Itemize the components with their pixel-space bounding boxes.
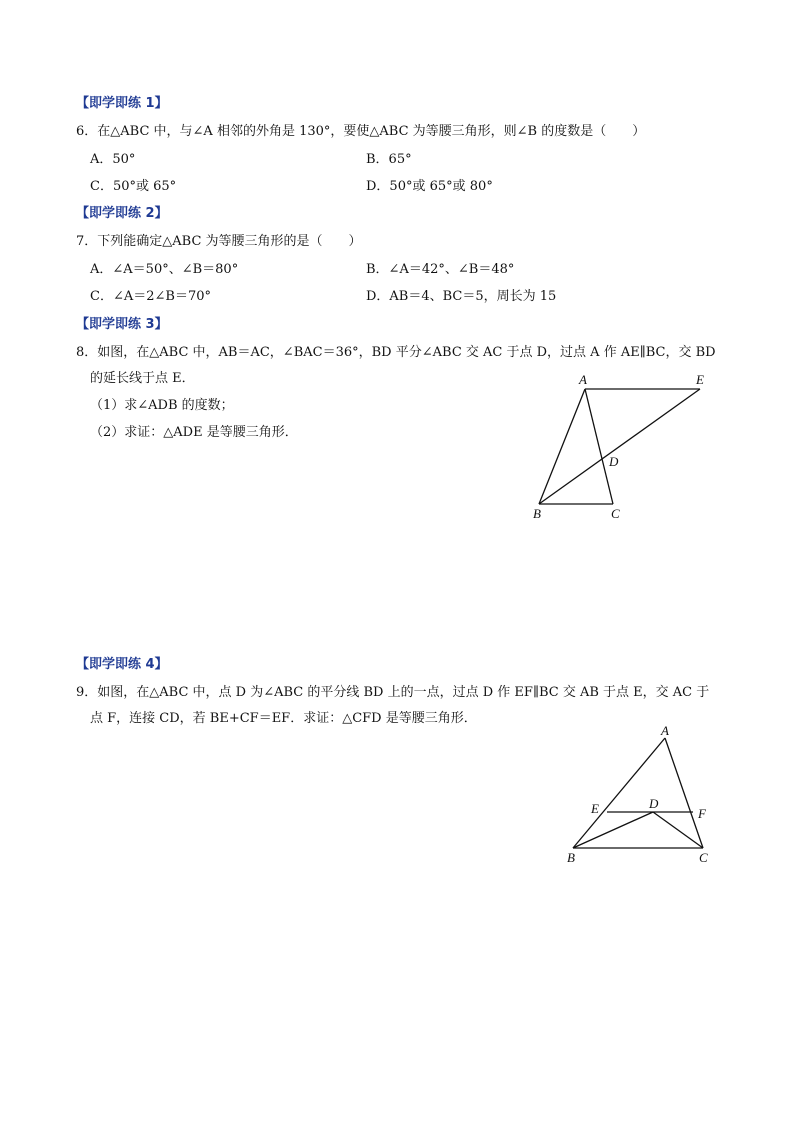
- q9-label-d: D: [649, 796, 659, 811]
- question-8-stem-line2: 的延长线于点 E．: [90, 371, 195, 386]
- q6-option-c: C．50°或 65°: [90, 179, 177, 194]
- q6-option-b: B．65°: [366, 152, 412, 167]
- q8-label-c: C: [611, 506, 620, 521]
- q9-label-e: E: [591, 801, 599, 816]
- q9-segment-ab: [573, 738, 665, 848]
- q6-option-a: A．50°: [90, 152, 136, 167]
- q9-label-f: F: [698, 806, 706, 821]
- question-8-stem-line1: 8．如图，在△ABC 中，AB＝AC，∠BAC＝36°，BD 平分∠ABC 交 AC 于点 D，过点 A 作 AE∥BC，交 BD: [76, 345, 716, 360]
- q8-label-e: E: [696, 372, 704, 387]
- question-9-stem-line1: 9．如图，在△ABC 中，点 D 为∠ABC 的平分线 BD 上的一点，过点 D 作 EF∥BC 交 AB 于点 E，交 AC 于: [76, 685, 710, 700]
- section-header-3: 【即学即练 3】: [76, 317, 168, 332]
- q7-option-d: D．AB＝4、BC＝5，周长为 15: [366, 289, 557, 304]
- q8-segment-be: [539, 389, 700, 504]
- section-header-2: 【即学即练 2】: [76, 206, 168, 221]
- q8-segment-ab: [539, 389, 585, 504]
- q6-option-d: D．50°或 65°或 80°: [366, 179, 493, 194]
- q8-figure: [520, 366, 720, 526]
- q9-figure: [560, 720, 730, 870]
- q8-label-d: D: [609, 454, 619, 469]
- question-8-sub2: （2）求证：△ADE 是等腰三角形．: [90, 425, 298, 440]
- section-header-1: 【即学即练 1】: [76, 96, 168, 111]
- q8-segment-ac: [585, 389, 613, 504]
- q9-label-c: C: [699, 850, 708, 865]
- q9-segment-bd: [573, 812, 653, 848]
- q7-option-c: C．∠A＝2∠B＝70°: [90, 289, 211, 304]
- section-header-4: 【即学即练 4】: [76, 657, 168, 672]
- q9-segment-ac: [665, 738, 703, 848]
- question-9-stem-line2: 点 F，连接 CD，若 BE+CF＝EF．求证：△CFD 是等腰三角形．: [90, 711, 477, 726]
- q8-label-a: A: [579, 372, 587, 387]
- question-8-sub1: （1）求∠ADB 的度数；: [90, 398, 234, 413]
- q8-label-b: B: [533, 506, 541, 521]
- question-7-stem: 7．下列能确定△ABC 为等腰三角形的是（ ）: [76, 234, 362, 249]
- q7-option-a: A．∠A＝50°、∠B＝80°: [90, 262, 239, 277]
- q9-label-b: B: [567, 850, 575, 865]
- q7-option-b: B．∠A＝42°、∠B＝48°: [366, 262, 515, 277]
- question-6-stem: 6．在△ABC 中，与∠A 相邻的外角是 130°，要使△ABC 为等腰三角形，则∠B 的度数是（ ）: [76, 124, 646, 139]
- q9-label-a: A: [661, 723, 669, 738]
- q9-segment-cd: [653, 812, 703, 848]
